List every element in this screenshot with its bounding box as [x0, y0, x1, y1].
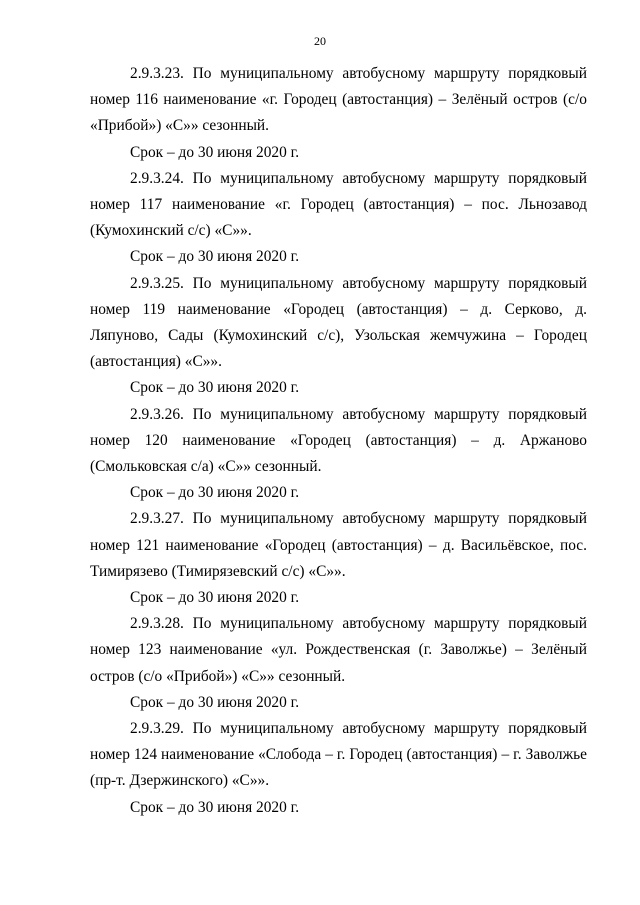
deadline-line: Срок – до 30 июня 2020 г.	[130, 798, 300, 816]
route-paragraph-2-9-3-26: 2.9.3.26. По муниципальному автобусному маршруту порядковый номер 120 наименование «Городец (автостанция) – д. Аржаново (Смольковская с/а) «С»» сезонный.	[90, 405, 587, 476]
document-body	[90, 61, 587, 821]
deadline-line: Срок – до 30 июня 2020 г.	[130, 484, 300, 502]
page-number: 20	[314, 34, 326, 48]
route-paragraph-2-9-3-23: 2.9.3.23. По муниципальному автобусному маршруту порядковый номер 116 наименование «г. Городец (автостанция) – Зелёный остров (с/о «Прибой») «С»» сезонный.	[90, 65, 587, 135]
route-paragraph-2-9-3-25: 2.9.3.25. По муниципальному автобусному маршруту порядковый номер 119 наименование «Городец (автостанция) – д. Серково, д. Ляпуново, Сады (Кумохинский с/с), Узольская жемчужина – Городец (автостанция) «С»».	[90, 274, 587, 371]
deadline-line: Срок – до 30 июня 2020 г.	[130, 143, 300, 161]
route-paragraph-2-9-3-29: 2.9.3.29. По муниципальному автобусному маршруту порядковый номер 124 наименование «Слобода – г. Городец (автостанция) – г. Заволжье (пр-т. Дзержинского) «С»».	[90, 720, 587, 790]
route-paragraph-2-9-3-28: 2.9.3.28. По муниципальному автобусному маршруту порядковый номер 123 наименование «ул. Рождественская (г. Заволжье) – Зелёный остров (с/о «Прибой») «С»» сезонный.	[90, 615, 587, 685]
deadline-line: Срок – до 30 июня 2020 г.	[130, 693, 300, 711]
deadline-line: Срок – до 30 июня 2020 г.	[130, 379, 300, 397]
deadline-line: Срок – до 30 июня 2020 г.	[130, 589, 300, 607]
route-paragraph-2-9-3-27: 2.9.3.27. По муниципальному автобусному маршруту порядковый номер 121 наименование «Городец (автостанция) – д. Васильёвское, пос. Тимирязево (Тимирязевский с/с) «С»».	[90, 510, 587, 580]
deadline-line: Срок – до 30 июня 2020 г.	[130, 248, 300, 266]
route-paragraph-2-9-3-24: 2.9.3.24. По муниципальному автобусному маршруту порядковый номер 117 наименование «г. Городец (автостанция) – пос. Льнозавод (Кумохинский с/с) «С»».	[90, 169, 587, 240]
